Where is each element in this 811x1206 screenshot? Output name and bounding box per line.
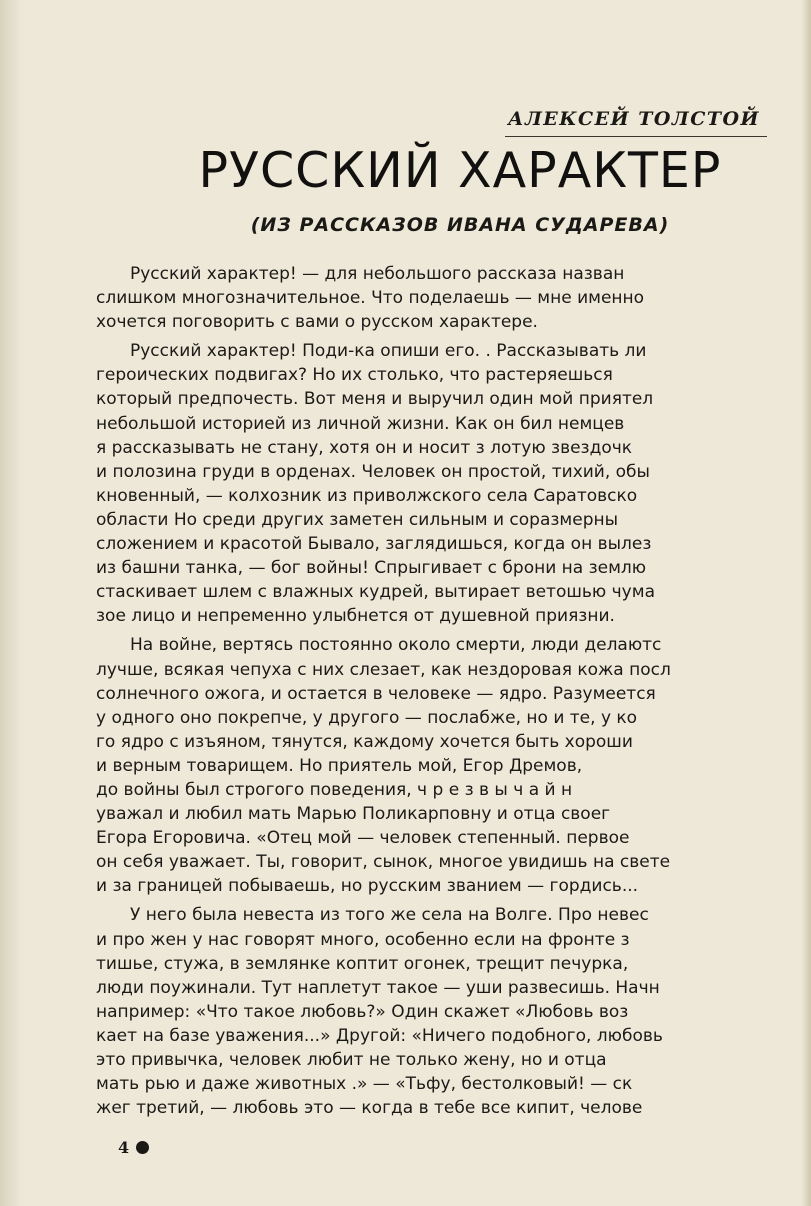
paragraph <box>96 903 808 1120</box>
text-line: и за границей побываешь, но русским званием — гордись... <box>96 876 639 897</box>
text-line: го ядро с изъяном, тянутся, каждому хочется быть хороши <box>96 731 633 752</box>
story-body <box>96 262 808 1125</box>
text-line: Русский характер! Поди-ка опиши его. . Рассказывать ли <box>130 341 647 362</box>
text-line: люди поужинали. Тут наплетут такое — уши развесишь. Начн <box>96 977 660 998</box>
text-line: слишком многозначительное. Что поделаешь — мне именно <box>96 288 645 309</box>
text-line: жег третий, — любовь это — когда в тебе все кипит, челове <box>96 1098 643 1119</box>
author-underline <box>505 136 767 137</box>
page-number: 4 <box>118 1138 130 1157</box>
text-line: это привычка, человек любит не только жену, но и отца <box>96 1050 607 1070</box>
text-line: хочется поговорить с вами о русском характере. <box>96 312 538 333</box>
story-title: РУССКИЙ ХАРАКТЕР <box>198 142 722 199</box>
text-line: кает на базе уважения...» Другой: «Ничего подобного, любовь <box>96 1025 663 1046</box>
text-line: у одного оно покрепче, у другого — послабже, но и те, у ко <box>96 707 638 728</box>
text-line: стаскивает шлем с влажных кудрей, вытирает ветошью чума <box>96 582 655 603</box>
text-line: тишье, стужа, в землянке коптит огонек, трещит печурка, <box>96 953 629 974</box>
text-line: На войне, вертясь постоянно около смерти, люди делаютс <box>130 635 662 656</box>
text-line: который предпочесть. Вот меня и выручил один мой приятел <box>96 389 654 410</box>
text-line: Егора Егоровича. «Отец мой — человек степенный. первое <box>96 828 630 849</box>
story-subtitle: (ИЗ РАССКАЗОВ ИВАНА СУДАРЕВА) <box>250 214 670 236</box>
text-line: из башни танка, — бог войны! Спрыгивает с брони на землю <box>96 558 647 579</box>
text-line: я рассказывать не стану, хотя он и носит з лотую звездочк <box>96 437 633 458</box>
paragraph <box>96 339 808 628</box>
text-line: сложением и красотой Бывало, заглядишься, когда он вылез <box>96 534 652 555</box>
text-line: и верным товарищем. Но приятель мой, Егор Дремов, <box>96 755 583 776</box>
text-line: Русский характер! — для небольшого рассказа назван <box>130 264 625 284</box>
text-line: области Но среди других заметен сильным и соразмерны <box>96 509 619 530</box>
text-line: и про жен у нас говорят много, особенно если на фронте з <box>96 929 630 950</box>
text-line: героических подвигах? Но их столько, что растеряешься <box>96 365 613 386</box>
text-line: мать рью и даже животных .» — «Тьфу, бестолковый! — ск <box>96 1074 633 1095</box>
text-line: например: «Что такое любовь?» Один скажет «Любовь воз <box>96 1001 629 1022</box>
paragraph <box>96 633 808 898</box>
text-line: лучше, всякая чепуха с них слезает, как нездоровая кожа посл <box>96 659 671 680</box>
text-line: солнечного ожога, и остается в человеке — ядро. Разумеется <box>96 683 656 704</box>
text-line: уважал и любил мать Марью Поликарповну и отца своег <box>96 804 611 825</box>
text-line: до войны был строгого поведения, ч р е з в ы ч а й н <box>96 779 573 800</box>
text-line: У него была невеста из того же села на Волге. Про невес <box>130 905 649 926</box>
text-line: и полозина груди в орденах. Человек он простой, тихий, обы <box>96 461 650 482</box>
page-number-ornament <box>136 1141 149 1154</box>
paragraph <box>96 262 808 334</box>
page-gutter <box>0 0 22 1206</box>
author-name: АЛЕКСЕЙ ТОЛСТОЙ <box>508 108 760 130</box>
text-line: небольшой историей из личной жизни. Как он бил немцев <box>96 413 625 434</box>
text-line: кновенный, — колхозник из приволжского села Саратовско <box>96 485 638 506</box>
text-line: зое лицо и непременно улыбнется от душевной приязни. <box>96 606 615 627</box>
text-line: он себя уважает. Ты, говорит, сынок, многое увидишь на свете <box>96 852 671 873</box>
